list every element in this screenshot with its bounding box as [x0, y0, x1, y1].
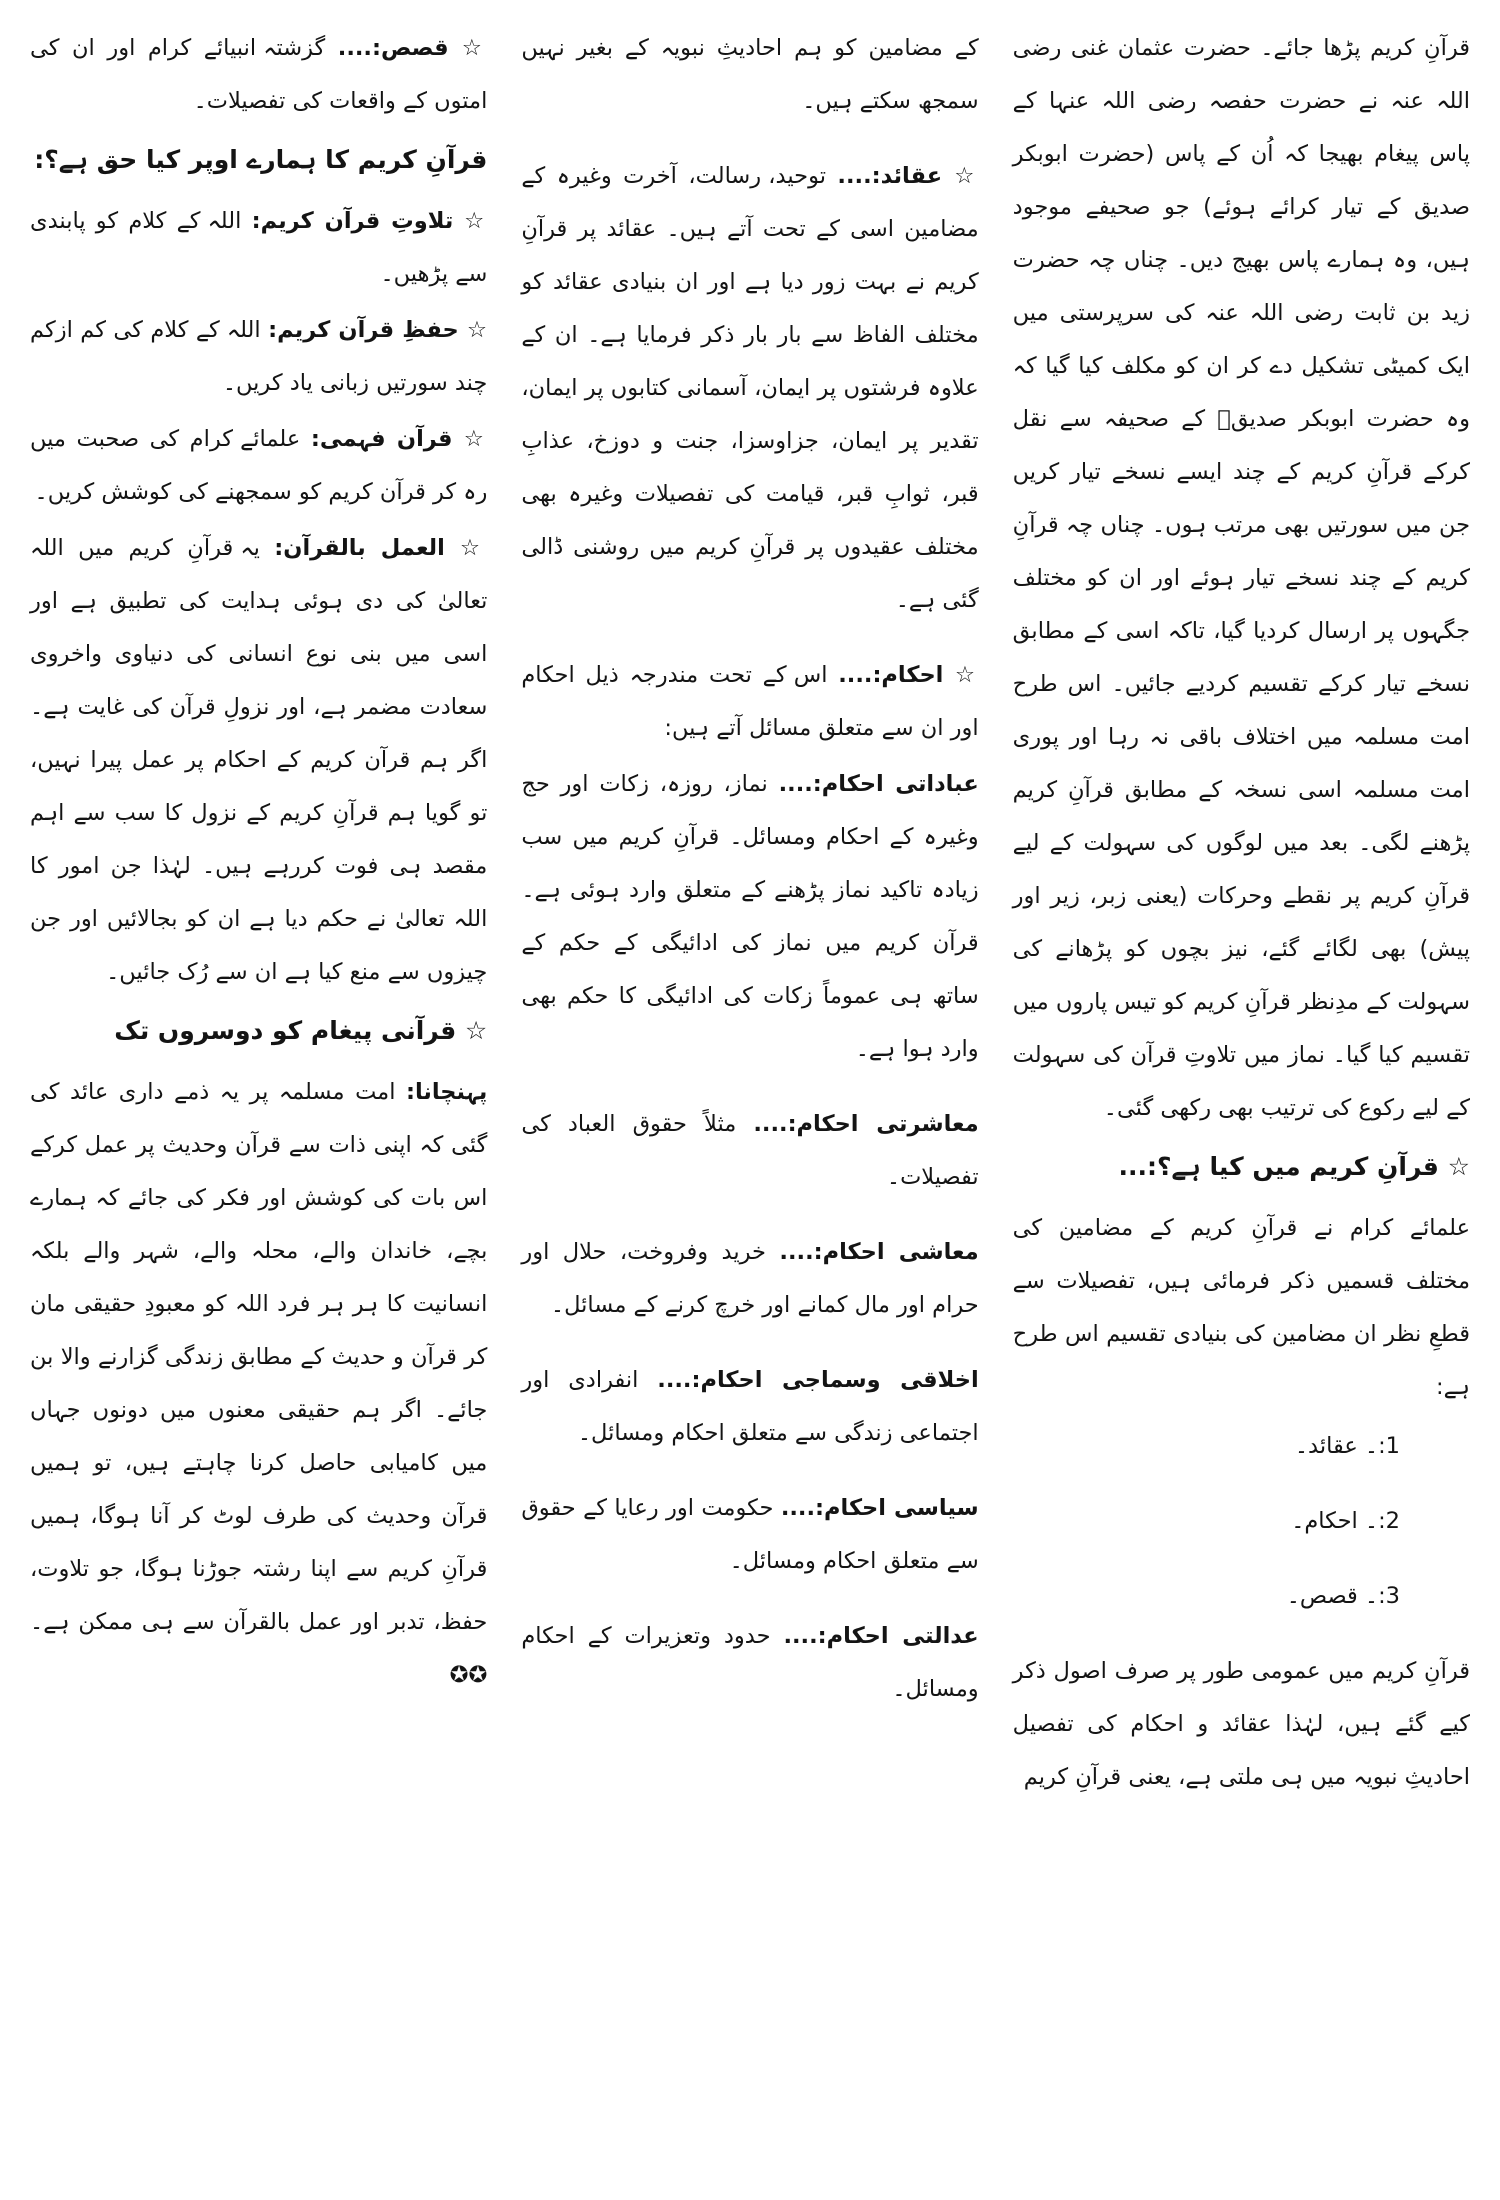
term-tabligh: پہنچانا: [405, 1079, 488, 1105]
text-amal-bil-quran: یہ قرآنِ کریم میں اللہ تعالیٰ کی دی ہوئی ہدایت کی تطبیق ہے اور اسی میں بنی نوع انسانی کی دنیاوی واخروی سعادت مضمر ہے، اور نزولِ قرآن کی غایت ہے۔ اگر ہم قرآن کریم کے احکام پر عمل پیرا نہیں، تو گویا ہم قرآنِ کریم کے نزول کا سب سے اہم مقصد ہی فوت کررہے ہیں۔ لہٰذا جن امور کا اللہ تعالیٰ نے حکم دیا ہے ان کو بجالائیں اور جن چیزوں سے منع کیا ہے ان سے رُک جائیں۔ [30, 535, 488, 985]
paragraph-tilawat [30, 195, 487, 301]
term-siyasi: سیاسی احکام:.... [780, 1495, 979, 1521]
text-ibadat: نماز، روزہ، زکات اور حج وغیرہ کے احکام ومسائل۔ قرآنِ کریم میں سب زیادہ تاکید نماز پڑھنے کے متعلق وارد ہوئی ہے۔ قرآن کریم میں نماز کی ادائیگی کے حکم کے ساتھ ہی عموماً زکات کی ادائیگی کا حکم بھی وارد ہوا ہے۔ [521, 771, 979, 1062]
term-ibadat: عباداتی احکام:.... [778, 771, 979, 797]
heading-quranic-message: ☆ قرآنی پیغام کو دوسروں تک [114, 1016, 488, 1045]
end-of-article-mark: ✪✪ [449, 1662, 488, 1688]
term-muashrati: معاشرتی احکام:.... [753, 1111, 979, 1137]
paragraph-aqaid [521, 150, 978, 627]
term-muashi: معاشی احکام:.... [779, 1239, 979, 1265]
term-qasas: ☆ قصص:.... [337, 35, 488, 61]
heading-quran-rights: قرآنِ کریم کا ہمارے اوپر کیا حق ہے؟: [34, 145, 488, 174]
term-adalati: عدالتی احکام:.... [783, 1623, 979, 1649]
paragraph-tabligh [30, 1066, 487, 1702]
paragraph-ahkam [521, 649, 978, 755]
paragraph-quran-fehmi [30, 413, 487, 519]
column-left [30, 22, 487, 2200]
paragraph-amal-bil-quran [30, 522, 487, 999]
paragraph-siyasi [521, 1482, 978, 1588]
paragraph-adalati [521, 1610, 978, 1716]
column-middle [521, 22, 978, 2200]
paragraph-hifz [30, 304, 487, 410]
text-ahkam: اس کے تحت مندرجہ ذیل احکام اور ان سے متعلق مسائل آتے ہیں: [521, 662, 979, 741]
text-muashrati: مثلاً حقوق العباد کی تفصیلات۔ [521, 1111, 979, 1190]
term-aqaid: ☆ عقائد:.... [837, 163, 979, 189]
text-hifz: اللہ کے کلام کی کم ازکم چند سورتیں زبانی یاد کریں۔ [30, 317, 488, 396]
text-tabligh: امت مسلمہ پر یہ ذمے داری عائد کی گئی کہ اپنی ذات سے قرآن وحدیث پر عمل کرکے اس بات کی کوشش اور فکر کی جائے کہ ہمارے بچے، خاندان والے، محلہ والے، شہر والے بلکہ انسانیت کا ہر ہر فرد اللہ کو معبودِ حقیقی مان کر قرآن و حدیث کے مطابق زندگی گزارنے والا بن جائے۔ اگر ہم حقیقی معنوں میں دونوں جہاں میں کامیابی حاصل کرنا چاہتے ہیں، تو ہمیں قرآن وحدیث کی طرف لوٹ کر آنا ہوگا، ہمیں قرآنِ کریم سے اپنا رشتہ جوڑنا ہوگا، جو تلاوت، حفظ، تدبر اور عمل بالقرآن سے ہی ممکن ہے۔ [30, 1079, 488, 1635]
list-item-qasas: 3:۔ قصص۔ [1286, 1583, 1400, 1609]
text-qasas: گزشتہ انبیائے کرام اور ان کی امتوں کے واقعات کی تفصیلات۔ [30, 35, 488, 114]
term-ahkam: ☆ احکام:.... [838, 662, 979, 688]
text-aqaid: توحید، رسالت، آخرت وغیرہ کے مضامین اسی کے تحت آتے ہیں۔ عقائد پر قرآنِ کریم نے بہت زور دیا ہے اور ان بنیادی عقائد کو مختلف الفاظ سے بار بار ذکر فرمایا ہے۔ ان کے علاوہ فرشتوں پر ایمان، آسمانی کتابوں پر ایمان، تقدیر پر ایمان، جزاوسزا، جنت و دوزخ، عذابِ قبر، ثوابِ قبر، قیامت کی تفصیلات وغیرہ بھی مختلف عقیدوں پر قرآنِ کریم میں روشنی ڈالی گئی ہے۔ [521, 163, 979, 613]
term-amal-bil-quran: ☆ العمل بالقرآن: [274, 535, 488, 561]
paragraph-muashi [521, 1226, 978, 1332]
text-akhlaqi: انفرادی اور اجتماعی زندگی سے متعلق احکام ومسائل۔ [521, 1367, 979, 1446]
list-item-aqaid: 1:۔ عقائد۔ [1294, 1433, 1400, 1459]
paragraph-contents-intro: علمائے کرام نے قرآنِ کریم کے مضامین کی مختلف قسمیں ذکر فرمائی ہیں، تفصیلات سے قطعِ نظر ان مضامین کی بنیادی تقسیم اس طرح ہے: [1012, 1215, 1470, 1400]
term-hifz: ☆ حفظِ قرآن کریم: [268, 317, 488, 343]
paragraph-qasas [30, 22, 487, 128]
text-siyasi: حکومت اور رعایا کے حقوق سے متعلق احکام ومسائل۔ [521, 1495, 979, 1574]
column-right [1013, 22, 1470, 2200]
text-muashi: خرید وفروخت، حلال اور حرام اور مال کمانے اور خرچ کرنے کے مسائل۔ [521, 1239, 979, 1318]
text-quran-fehmi: علمائے کرام کی صحبت میں رہ کر قرآن کریم کو سمجھنے کی کوشش کریں۔ [30, 426, 488, 505]
term-tilawat: ☆ تلاوتِ قرآن کریم: [251, 208, 488, 234]
text-adalati: حدود وتعزیرات کے احکام ومسائل۔ [521, 1623, 979, 1702]
paragraph-akhlaqi [521, 1354, 978, 1460]
paragraph-hadith-continuation: کے مضامین کو ہم احادیثِ نبویہ کے بغیر نہیں سمجھ سکتے ہیں۔ [521, 35, 979, 114]
text-tilawat: اللہ کے کلام کو پابندی سے پڑھیں۔ [30, 208, 488, 287]
heading-quran-contents: ☆ قرآنِ کریم میں کیا ہے؟:... [1118, 1152, 1470, 1181]
term-akhlaqi: اخلاقی وسماجی احکام:.... [657, 1367, 979, 1393]
paragraph-ibadat [521, 758, 978, 1076]
paragraph-usool: قرآنِ کریم میں عمومی طور پر صرف اصول ذکر کیے گئے ہیں، لہٰذا عقائد و احکام کی تفصیل احادیثِ نبویہ میں ہی ملتی ہے، یعنی قرآنِ کریم [1012, 1658, 1470, 1790]
paragraph-muashrati [521, 1098, 978, 1204]
term-quran-fehmi: ☆ قرآن فہمی: [310, 426, 488, 452]
paragraph-mushaf-compilation: قرآنِ کریم پڑھا جائے۔ حضرت عثمان غنی رضی اللہ عنہ نے حضرت حفصہ رضی اللہ عنہا کے پاس پیغام بھیجا کہ اُن کے پاس (حضرت ابوبکر صدیق کے تیار کرائے ہوئے) جو صحیفے موجود ہیں، وہ ہمارے پاس بھیج دیں۔ چناں چہ حضرت زید بن ثابت رضی اللہ عنہ کی سرپرستی میں ایک کمیٹی تشکیل دے کر ان کو مکلف کیا گیا کہ وہ حضرت ابوبکر صدیقؓ کے صحیفہ سے نقل کرکے قرآنِ کریم کے چند ایسے نسخے تیار کریں جن میں سورتیں بھی مرتب ہوں۔ چناں چہ قرآنِ کریم کے چند نسخے تیار ہوئے اور ان کو مختلف جگہوں پر ارسال کردیا گیا، تاکہ اسی کے مطابق نسخے تیار کرکے تقسیم کردیے جائیں۔ اس طرح امت مسلمہ میں اختلاف باقی نہ رہا اور پوری امت مسلمہ اسی نسخہ کے مطابق قرآنِ کریم پڑھنے لگی۔ بعد میں لوگوں کی سہولت کے لیے قرآنِ کریم پر نقطے وحرکات (یعنی زبر، زیر اور پیش) بھی لگائے گئے، نیز بچوں کو پڑھانے کی سہولت کے مدِنظر قرآنِ کریم کو تیس پاروں میں تقسیم کیا گیا۔ نماز میں تلاوتِ قرآن کی سہولت کے لیے رکوع کی ترتیب بھی رکھی گئی۔ [1012, 35, 1470, 1121]
list-item-ahkam: 2:۔ احکام۔ [1291, 1508, 1400, 1534]
